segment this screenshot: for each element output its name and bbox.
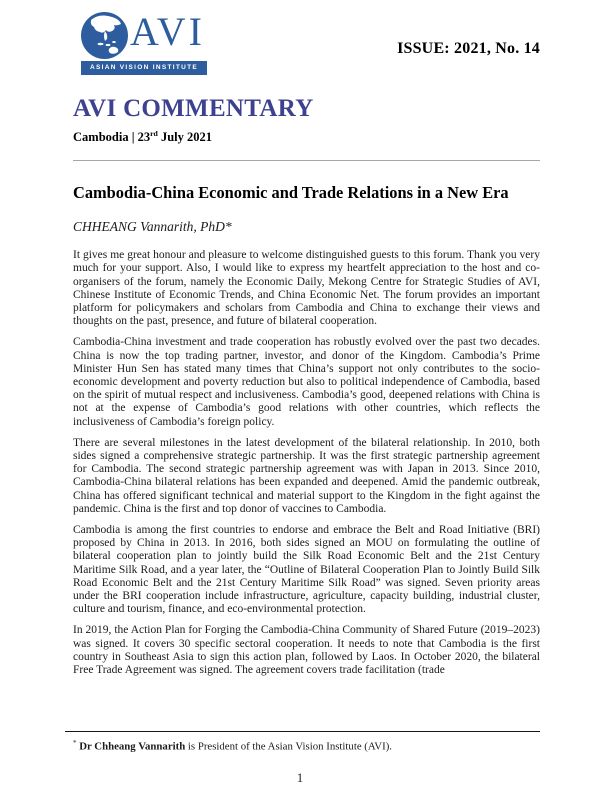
article-body — [73, 249, 540, 677]
article-title: Cambodia-China Economic and Trade Relations in a New Era — [73, 183, 509, 203]
avi-logo-top — [81, 9, 207, 59]
logo-banner: ASIAN VISION INSTITUTE — [81, 61, 207, 75]
series-title: AVI COMMENTARY — [73, 95, 314, 122]
dateline-prefix: Cambodia | 23 — [73, 130, 151, 145]
logo-acronym: AVI — [130, 9, 205, 54]
paragraph: In 2019, the Action Plan for Forging the Cambodia-China Community of Shared Future (2019–2023) was signed. It covers 30 specific sectoral cooperation. It needs to note that Cambodia is the first country in Southeast Asia to sign this action plan, followed by Laos. In October 2020, the bilateral Free Trade Agreement was signed. The agreement covers trade facilitation (trade — [73, 624, 540, 677]
page-number: 1 — [296, 771, 304, 785]
paragraph: Cambodia-China investment and trade cooperation has robustly evolved over the past two decades. China is now the top trading partner, investor, and donor of the Kingdom. Cambodia’s Prime Minister Hun Sen has stated many times that China’s support not only contributes to the socio-economic development and poverty reduction but also to political independence of Cambodia, based on the spirit of mutual respect and inclusiveness. Cambodia’s good, deepened relations with China is not at the expense of Cambodia’s good relations with other countries, which reflects the inclusiveness of Cambodia’s foreign policy. — [73, 336, 540, 428]
paragraph: There are several milestones in the latest development of the bilateral relationship. In 2010, both sides signed a comprehensive strategic partnership. It was the first strategic partnership agreement for Cambodia. The second strategic partnership agreement was with Japan in 2013. Since 2010, Cambodia-China bilateral relations has been expanded and deepened. Amid the pandemic outbreak, China has offered significant technical and material support to the Kingdom in the fight against the pandemic. China is the first and top donor of vaccines to Cambodia. — [73, 436, 540, 515]
paragraph: Cambodia is among the first countries to endorse and embrace the Belt and Road Initiative (BRI) proposed by China in 2013. In 2016, both sides signed an MOU on formulating the outline of bilateral cooperation plan to jointly build the Silk Road Economic Belt and the 21st Century Maritime Silk Road, and a year later, the “Outline of Bilateral Cooperation Plan to Jointly Build Silk Road Economic Belt and the 21st Century Maritime Silk Road” was signed. Seven priority areas under the BRI cooperation include infrastructure, agriculture, capacity building, industrial cluster, culture and tourism, finance, and eco-environmental protection. — [73, 524, 540, 616]
globe-icon — [81, 12, 128, 64]
article-author: CHHEANG Vannarith, PhD* — [73, 219, 232, 235]
footnote-marker: * — [73, 739, 77, 747]
page-header — [73, 9, 540, 75]
paragraph: It gives me great honour and pleasure to welcome distinguished guests to this forum. Thank you very much for your support. Also, I would like to express my heartfelt appreciation to the host and co-organisers of the forum, namely the Economic Daily, Mekong Centre for Strategic Studies of AVI, Chinese Institute of Economic Trends, and China Economic Net. The forum provides an important platform for policymakers and scholars from Cambodia and China to exchange their views and thoughts on the past, presence, and future of bilateral cooperation. — [73, 249, 540, 328]
footnote-text: is President of the Asian Vision Institute (AVI). — [185, 740, 392, 753]
issue-label: ISSUE: 2021, No. 14 — [397, 40, 540, 57]
footnote-divider — [65, 731, 540, 732]
footnote — [65, 737, 540, 754]
footnote-area — [65, 731, 540, 754]
dateline — [73, 126, 540, 145]
avi-logo — [81, 9, 207, 75]
dateline-suffix: July 2021 — [157, 130, 213, 145]
dateline-ordinal: rd — [150, 129, 158, 138]
footnote-author: Dr Chheang Vannarith — [76, 740, 186, 753]
header-divider — [73, 160, 540, 161]
